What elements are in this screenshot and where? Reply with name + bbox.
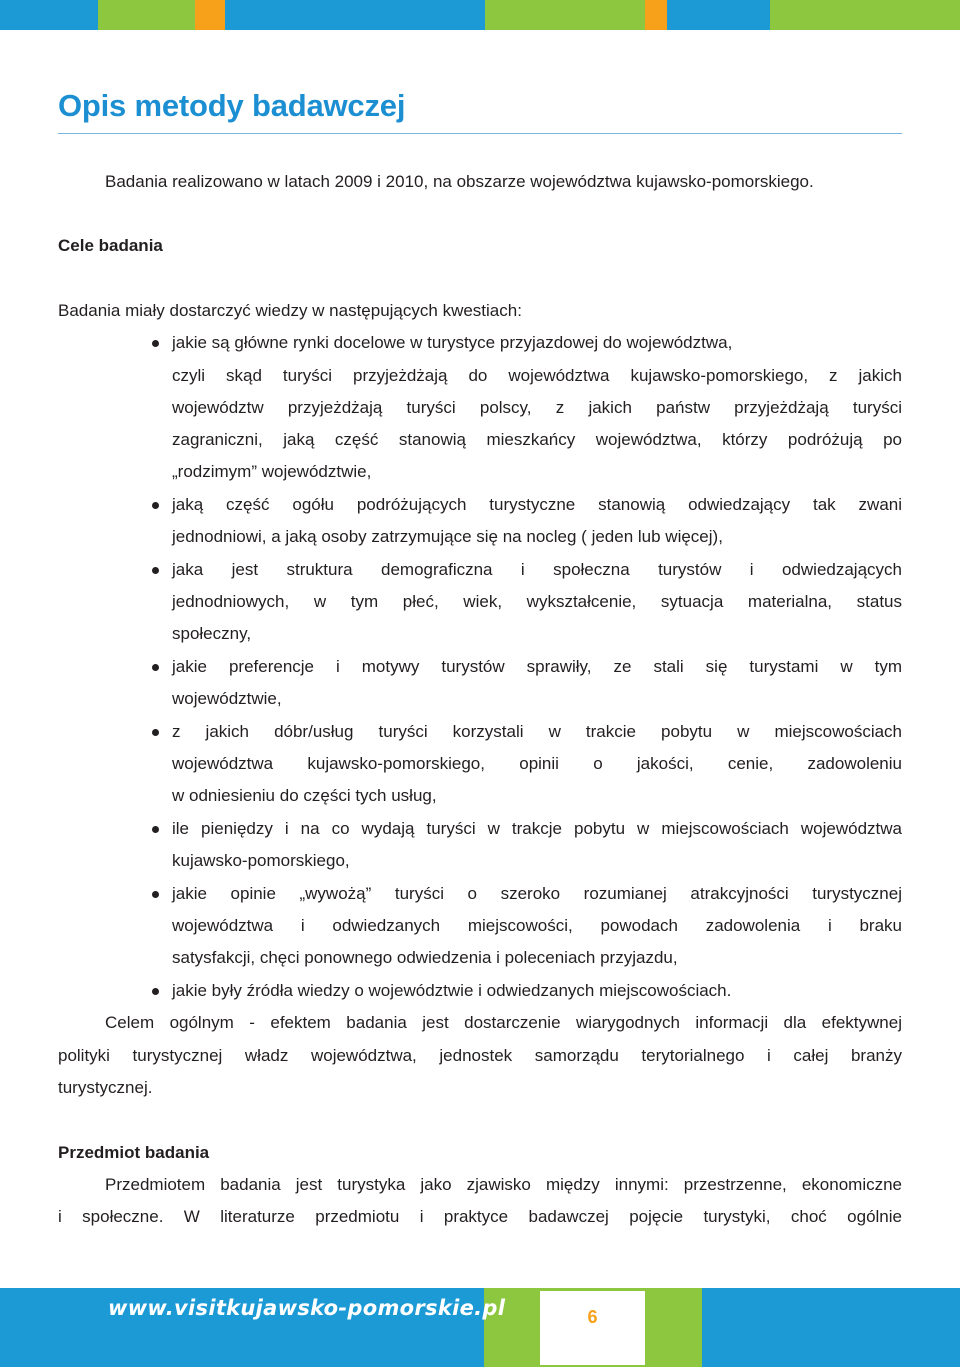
bullet-marker xyxy=(152,340,159,347)
list-item-line: województwa kujawsko-pomorskiego, opinii o jakości, cenie, zadowoleniu xyxy=(172,754,902,773)
top-strip-blue-segment xyxy=(0,0,98,30)
list-item-line: jednodniowi, a jaką osoby zatrzymujące się na nocleg ( jeden lub więcej), xyxy=(172,527,723,546)
bullet-marker xyxy=(152,567,159,574)
top-strip-green-segment xyxy=(98,0,195,30)
list-item-line: jednodniowych, w tym płeć, wiek, wykształcenie, sytuacja materialna, status xyxy=(172,592,902,611)
list-item-line: w odniesieniu do części tych usług, xyxy=(172,786,437,805)
list-item-line: jakie opinie „wywożą” turyści o szeroko rozumianej atrakcyjności turystycznej xyxy=(172,884,902,903)
footer-website-link[interactable]: www.visitkujawsko-pomorskie.pl xyxy=(108,1296,506,1320)
top-strip-blue-segment xyxy=(225,0,485,30)
subject-line: i społeczne. W literaturze przedmiotu i praktyce badawczej pojęcie turystyki, choć ogólnie xyxy=(58,1207,902,1226)
goals-lead: Badania miały dostarczyć wiedzy w następujących kwestiach: xyxy=(58,301,522,320)
bullet-marker xyxy=(152,891,159,898)
top-strip-blue-segment xyxy=(667,0,770,30)
top-strip-green-segment xyxy=(770,0,960,30)
bullet-marker xyxy=(152,502,159,509)
top-color-strip xyxy=(0,0,960,30)
list-item-line: ile pieniędzy i na co wydają turyści w trakcje pobytu w miejscowościach województwa xyxy=(172,819,902,838)
bullet-marker xyxy=(152,826,159,833)
page-number: 6 xyxy=(587,1307,598,1327)
general-goal-line: Celem ogólnym - efektem badania jest dostarczenie wiarygodnych informacji dla efektywnej xyxy=(105,1013,902,1032)
subject-line: Przedmiotem badania jest turystyka jako zjawisko między innymi: przestrzenne, ekonomiczne xyxy=(105,1175,902,1194)
title-underline xyxy=(58,133,902,134)
list-item-line: jakie są główne rynki docelowe w turystyce przyjazdowej do województwa, xyxy=(172,333,733,352)
bullet-marker xyxy=(152,988,159,995)
list-item-line: satysfakcji, chęci ponownego odwiedzenia i poleceniach przyjazdu, xyxy=(172,948,678,967)
general-goal-line: polityki turystycznej władz województwa, jednostek samorządu terytorialnego i całej branży xyxy=(58,1046,902,1065)
list-item-line: zagraniczni, jaką część stanowią mieszkańcy województwa, którzy podróżują po xyxy=(172,430,902,449)
top-strip-green-segment xyxy=(485,0,645,30)
goals-heading: Cele badania xyxy=(58,236,163,255)
list-item-line: województw przyjeżdżają turyści polscy, z jakich państw przyjeżdżają turyści xyxy=(172,398,902,417)
list-item-line: jaka jest struktura demograficzna i społeczna turystów i odwiedzających xyxy=(172,560,902,579)
list-item-line: jakie były źródła wiedzy o województwie i odwiedzanych miejscowościach. xyxy=(172,981,732,1000)
subject-heading: Przedmiot badania xyxy=(58,1143,210,1162)
list-item-line: „rodzimym” województwie, xyxy=(172,462,372,481)
page-number-box xyxy=(540,1291,645,1365)
bullet-marker xyxy=(152,664,159,671)
footer-blue-segment xyxy=(702,1288,960,1367)
list-item-line: czyli skąd turyści przyjeżdżają do województwa kujawsko-pomorskiego, z jakich xyxy=(172,366,902,385)
top-strip-orange-segment xyxy=(195,0,225,30)
general-goal-line: turystycznej. xyxy=(58,1078,153,1097)
list-item-line: z jakich dóbr/usług turyści korzystali w trakcie pobytu w miejscowościach xyxy=(172,722,902,741)
list-item-line: kujawsko-pomorskiego, xyxy=(172,851,350,870)
list-item-line: społeczny, xyxy=(172,624,252,643)
intro-paragraph: Badania realizowano w latach 2009 i 2010, na obszarze województwa kujawsko-pomorskiego. xyxy=(105,172,814,191)
top-strip-orange-segment xyxy=(645,0,667,30)
list-item-line: jakie preferencje i motywy turystów sprawiły, ze stali się turystami w tym xyxy=(172,657,902,676)
bullet-marker xyxy=(152,729,159,736)
list-item-line: województwa i odwiedzanych miejscowości, powodach zadowolenia i braku xyxy=(172,916,902,935)
list-item-line: jaką część ogółu podróżujących turystyczne stanowią odwiedzający tak zwani xyxy=(172,495,902,514)
page-title: Opis metody badawczej xyxy=(58,88,406,123)
list-item-line: województwie, xyxy=(172,689,282,708)
